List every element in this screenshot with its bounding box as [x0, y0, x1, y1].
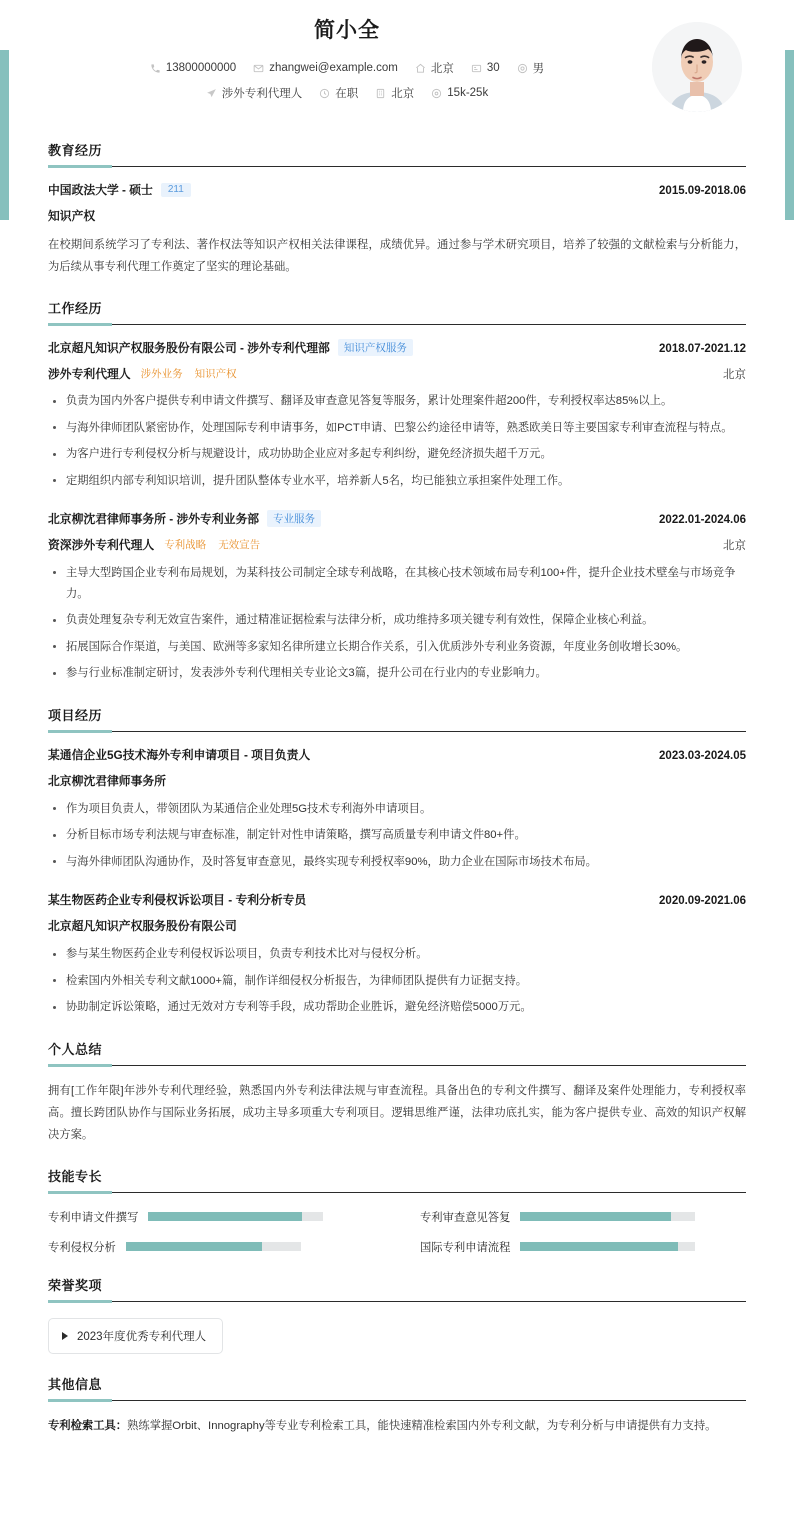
skills-grid	[48, 1207, 746, 1255]
work-company-group	[48, 339, 413, 356]
right-accent-rail	[785, 50, 794, 220]
play-triangle-icon	[62, 1332, 68, 1340]
work-role: 涉外专利代理人	[48, 367, 131, 382]
section-title: 工作经历	[48, 301, 103, 317]
work-role-group	[48, 536, 262, 553]
other-info-label: 专利检索工具：	[48, 1419, 128, 1432]
work-role-line	[48, 365, 746, 382]
skill-label: 专利侵权分析	[48, 1241, 116, 1254]
section-honors	[48, 1275, 746, 1354]
list-item: 与海外律师团队沟通协作，及时答复审查意见，最终实现专利授权率90%，助力企业在国际市场技术布局。	[48, 852, 746, 873]
desired-city-value: 北京	[391, 88, 415, 100]
avatar-illustration	[652, 22, 742, 112]
company-tag: 专业服务	[267, 510, 321, 527]
section-heading-summary	[48, 1039, 746, 1066]
building-icon	[375, 88, 386, 99]
summary-text: 拥有[工作年限]年涉外专利代理经验，熟悉国内外专利法律法规与审查流程。具备出色的专利文件撰写、翻译及案件处理能力，专利授权率高。擅长跨团队协作与国际业务拓展，成功主导多项重大专利项目。逻辑思维严谨，法律功底扎实，能为客户提供专业、高效的知识产权解决方案。	[48, 1084, 746, 1141]
section-heading-honors	[48, 1275, 746, 1302]
contact-city	[415, 60, 454, 76]
work-location: 北京	[723, 540, 746, 553]
salary-expectation	[431, 87, 488, 99]
project-bullet-list	[48, 944, 746, 1018]
work-headline	[48, 510, 746, 527]
resume-header	[48, 0, 746, 120]
project-org: 北京超凡知识产权服务股份有限公司	[48, 919, 237, 934]
desired-position-value: 涉外专利代理人	[221, 88, 303, 100]
list-item: 检索国内外相关专利文献1000+篇，制作详细侵权分析报告，为律师团队提供有力证据支持。	[48, 971, 746, 992]
section-skills	[48, 1166, 746, 1255]
contact-phone	[150, 62, 236, 74]
other-info-item	[48, 1415, 746, 1437]
work-company: 北京柳沈君律师事务所 - 涉外专利业务部	[48, 512, 260, 527]
heading-accent-bar	[48, 1399, 112, 1402]
work-headline	[48, 339, 746, 356]
list-item: 与海外律师团队紧密协作，处理国际专利申请事务，如PCT申请、巴黎公约途径申请等，熟悉欧美日等主要国家专利审查流程与特点。	[48, 418, 746, 439]
heading-accent-bar	[48, 1064, 112, 1067]
status-badge: 211	[161, 183, 191, 197]
list-item: 参与某生物医药企业专利侵权诉讼项目，负责专利技术比对与侵权分析。	[48, 944, 746, 965]
work-location: 北京	[723, 369, 746, 382]
heading-accent-bar	[48, 165, 112, 168]
desired-city	[375, 85, 414, 101]
project-name-group	[48, 891, 306, 908]
project-org: 北京柳沈君律师事务所	[48, 773, 166, 788]
section-education	[48, 140, 746, 278]
work-role: 资深涉外专利代理人	[48, 538, 155, 553]
work-status-value: 在职	[335, 88, 359, 100]
section-title: 个人总结	[48, 1041, 103, 1057]
section-heading-education	[48, 140, 746, 167]
skill-progress-fill	[148, 1212, 302, 1221]
project-date: 2020.09-2021.06	[659, 895, 746, 908]
list-item: 定期组织内部专利知识培训，提升团队整体专业水平，培养新人5名，均已能独立承担案件处理工作。	[48, 471, 746, 492]
heading-accent-bar	[48, 1191, 112, 1194]
section-title: 荣誉奖项	[48, 1277, 103, 1293]
contact-email	[253, 62, 398, 74]
role-tag: 专利战略	[164, 538, 207, 551]
education-school: 中国政法大学 - 硕士	[48, 183, 153, 197]
phone-icon	[150, 63, 161, 74]
work-role-group	[48, 365, 239, 382]
project-name: 某通信企业5G技术海外专利申请项目 - 项目负责人	[48, 747, 311, 762]
list-item: 为客户进行专利侵权分析与规避设计，成功协助企业应对多起专利纠纷，避免经济损失超千万元。	[48, 444, 746, 465]
work-bullet-list	[48, 391, 746, 492]
money-icon	[431, 88, 442, 99]
skill-item	[48, 1239, 374, 1255]
section-other-info	[48, 1374, 746, 1437]
section-projects	[48, 705, 746, 1019]
left-accent-rail	[0, 50, 9, 220]
list-item: 负责为国内外客户提供专利申请文件撰写、翻译及审查意见答复等服务，累计处理案件超200件，专利授权率达85%以上。	[48, 391, 746, 412]
contact-email-value: zhangwei@example.com	[269, 62, 398, 74]
contact-phone-value: 13800000000	[165, 62, 237, 74]
skill-label: 专利审查意见答复	[420, 1211, 511, 1224]
project-entry	[48, 891, 746, 1018]
avatar	[652, 22, 742, 112]
list-item: 主导大型跨国企业专利布局规划，为某科技公司制定全球专利战略，在其核心技术领域布局专利100+件，提升企业技术壁垒与市场竞争力。	[48, 563, 746, 606]
contact-gender	[517, 60, 545, 76]
heading-accent-bar	[48, 323, 112, 326]
section-title: 教育经历	[48, 143, 103, 158]
work-company: 北京超凡知识产权服务股份有限公司 - 涉外专利代理部	[48, 341, 330, 356]
project-entry	[48, 746, 746, 873]
skill-progress-track	[520, 1212, 695, 1221]
education-school-group	[48, 181, 191, 198]
skill-progress-fill	[520, 1242, 678, 1251]
section-title: 项目经历	[48, 707, 103, 723]
education-headline	[48, 181, 746, 198]
project-bullet-list	[48, 799, 746, 873]
project-name: 某生物医药企业专利侵权诉讼项目 - 专利分析专员	[48, 893, 307, 908]
honors-list	[48, 1316, 746, 1354]
work-date: 2018.07-2021.12	[659, 343, 746, 356]
skill-progress-fill	[520, 1212, 671, 1221]
other-info-value: 熟练掌握Orbit、Innography等专业专利检索工具，能快速精准检索国内外专利文献，为专利分析与申请提供有力支持。	[127, 1419, 717, 1432]
list-item: 协助制定诉讼策略，通过无效对方专利等手段，成功帮助企业胜诉，避免经济赔偿5000万元。	[48, 997, 746, 1018]
work-bullet-list	[48, 563, 746, 685]
salary-expectation-value: 15k-25k	[447, 87, 489, 99]
status-icon	[319, 88, 330, 99]
education-entry	[48, 181, 746, 278]
project-headline	[48, 746, 746, 763]
company-tag: 知识产权服务	[338, 339, 413, 356]
work-role-line	[48, 536, 746, 553]
contact-city-value: 北京	[430, 63, 454, 75]
work-entry	[48, 339, 746, 492]
skill-item	[420, 1209, 746, 1225]
desired-position	[206, 85, 303, 101]
id-card-icon	[471, 63, 482, 74]
section-heading-projects	[48, 705, 746, 732]
heading-accent-bar	[48, 730, 112, 733]
list-item: 分析目标市场专利法规与审查标准，制定针对性申请策略，撰写高质量专利申请文件80+件。	[48, 825, 746, 846]
work-status	[319, 85, 358, 101]
home-icon	[415, 63, 426, 74]
education-description: 在校期间系统学习了专利法、著作权法等知识产权相关法律课程，成绩优异。通过参与学术研究项目，培养了较强的文献检索与分析能力，为后续从事专利代理工作奠定了坚实的理论基础。	[48, 239, 746, 274]
skill-progress-fill	[126, 1242, 263, 1251]
heading-accent-bar	[48, 1300, 112, 1303]
contact-row-secondary	[48, 85, 746, 101]
paper-plane-icon	[206, 88, 217, 99]
section-work	[48, 298, 746, 685]
list-item: 负责处理复杂专利无效宣告案件，通过精准证据检索与法律分析，成功维持多项关键专利有效性，保障企业核心利益。	[48, 610, 746, 631]
role-tag: 涉外业务	[140, 367, 183, 380]
list-item: 参与行业标准制定研讨，发表涉外专利代理相关专业论文3篇，提升公司在行业内的专业影响力。	[48, 663, 746, 684]
section-summary	[48, 1039, 746, 1146]
contact-gender-value: 男	[532, 63, 545, 75]
mail-icon	[253, 63, 264, 74]
contact-age-value: 30	[486, 62, 500, 74]
section-title: 技能专长	[48, 1168, 103, 1184]
section-heading-work	[48, 298, 746, 325]
list-item: 作为项目负责人，带领团队为某通信企业处理5G技术专利海外申请项目。	[48, 799, 746, 820]
skill-item	[420, 1239, 746, 1255]
project-headline	[48, 891, 746, 908]
work-entry	[48, 510, 746, 685]
section-heading-other-info	[48, 1374, 746, 1401]
honor-item[interactable]	[48, 1318, 223, 1354]
section-title: 其他信息	[48, 1376, 103, 1392]
project-name-group	[48, 746, 310, 763]
skill-label: 专利申请文件撰写	[48, 1211, 139, 1224]
contact-age	[471, 62, 500, 74]
skill-progress-track	[520, 1242, 695, 1251]
skill-progress-track	[126, 1242, 301, 1251]
page-title: 简小全	[314, 19, 380, 42]
education-major: 知识产权	[48, 209, 96, 223]
project-date: 2023.03-2024.05	[659, 749, 746, 762]
skill-label: 国际专利申请流程	[420, 1241, 511, 1254]
gender-icon	[517, 63, 528, 74]
contact-row-primary	[48, 60, 746, 76]
work-date: 2022.01-2024.06	[659, 514, 746, 527]
list-item: 拓展国际合作渠道，与美国、欧洲等多家知名律所建立长期合作关系，引入优质涉外专利业务资源，年度业务创收增长30%。	[48, 637, 746, 658]
role-tag: 知识产权	[194, 367, 237, 380]
role-tag: 无效宣告	[218, 538, 261, 551]
education-date: 2015.09-2018.06	[659, 185, 746, 197]
work-company-group	[48, 510, 321, 527]
section-heading-skills	[48, 1166, 746, 1193]
skill-item	[48, 1209, 374, 1225]
skill-progress-track	[148, 1212, 323, 1221]
honor-label: 2023年度优秀专利代理人	[77, 1330, 207, 1343]
